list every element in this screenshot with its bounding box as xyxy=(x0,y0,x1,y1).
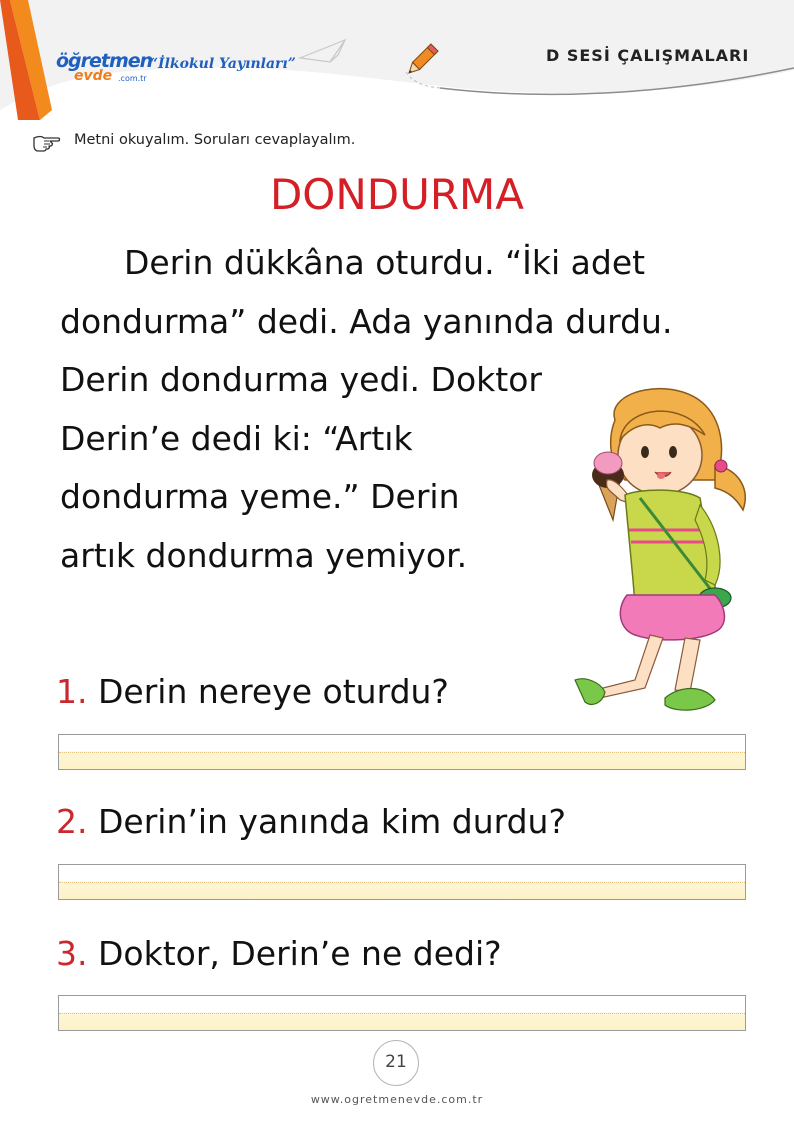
page-number: 21 xyxy=(385,1052,407,1072)
instruction-text: Metni okuyalım. Soruları cevaplayalım. xyxy=(74,132,356,148)
question-number: 2. xyxy=(56,802,88,841)
story-line: artık dondurma yemiyor. xyxy=(60,535,468,575)
girl-with-ice-cream-illustration xyxy=(565,380,755,725)
publisher-name: “İlkokul Yayınları” xyxy=(150,56,296,72)
answer-field-2[interactable] xyxy=(58,864,746,900)
question-3 xyxy=(56,934,502,973)
logo-domain: .com.tr xyxy=(118,74,147,83)
story-line: Derin dükkâna oturdu. “İki adet xyxy=(124,243,646,282)
story-line: dondurma yeme.” Derin xyxy=(60,477,460,516)
story-line: Derin’e dedi ki: “Artık xyxy=(60,418,413,458)
section-title: D SESİ ÇALIŞMALARI xyxy=(546,46,750,65)
question-text: Derin’in yanında kim durdu? xyxy=(98,802,566,841)
logo-text-bottom: evde xyxy=(74,68,113,84)
pencil-icon xyxy=(400,40,442,82)
question-number: 1. xyxy=(56,672,88,711)
website-url: www.ogretmenevde.com.tr xyxy=(310,1093,484,1106)
logo xyxy=(56,48,153,88)
question-number: 3. xyxy=(56,934,88,973)
question-text: Derin nereye oturdu? xyxy=(98,672,449,711)
story-title: DONDURMA xyxy=(269,170,525,219)
story-line: dondurma” dedi. Ada yanında durdu. xyxy=(60,301,673,341)
answer-field-1[interactable] xyxy=(58,734,746,770)
question-1 xyxy=(56,672,449,711)
story-line: Derin dondurma yedi. Doktor xyxy=(60,360,542,399)
question-2 xyxy=(56,802,566,841)
pointing-hand-icon xyxy=(32,130,62,152)
answer-field-3[interactable] xyxy=(58,995,746,1031)
question-text: Doktor, Derin’e ne dedi? xyxy=(98,934,502,973)
logo-text-top: öğretmen xyxy=(56,50,153,72)
